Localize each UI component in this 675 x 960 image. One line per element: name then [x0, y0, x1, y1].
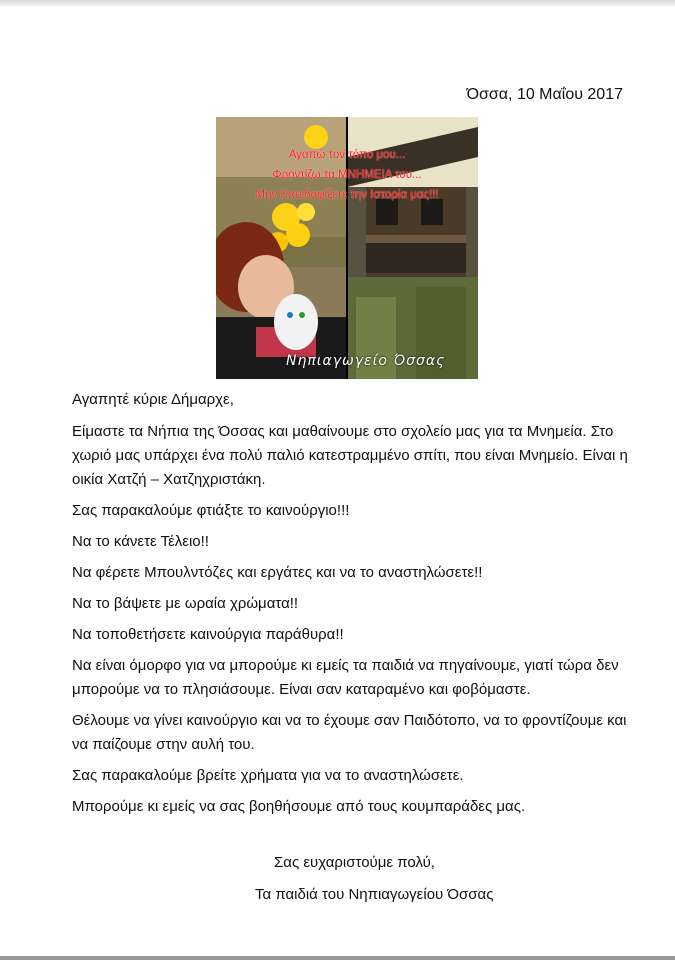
paragraph: Θέλουμε να γίνει καινούργιο και να το έχουμε σαν Παιδότοπο, να το φροντίζουμε και να παίζουμε στην αυλή του.	[72, 712, 627, 753]
paragraph: Να φέρετε Μπουλντόζες και εργάτες και να το αναστηλώσετε!!	[72, 564, 483, 581]
paragraph: Σας παρακαλούμε φτιάξτε το καινούργιο!!!	[72, 502, 350, 519]
paragraph: Μπορούμε κι εμείς να σας βοηθήσουμε από τους κουμπαράδες μας.	[72, 798, 526, 815]
signature: Τα παιδιά του Νηπιαγωγείου Όσσας	[255, 886, 494, 903]
greeting: Αγαπητέ κύριε Δήμαρχε,	[72, 391, 234, 408]
photo-overlay-text	[216, 145, 478, 205]
paragraph: Να το βάψετε με ωραία χρώματα!!	[72, 595, 299, 612]
photo-caption: Νηπιαγωγείο Όσσας	[286, 353, 446, 369]
photo-overlay-line: Αγαπώ τον τόπο μου...	[288, 149, 406, 161]
closing: Σας ευχαριστούμε πολύ,	[274, 854, 435, 871]
paragraph: Να είναι όμορφο για να μπορούμε κι εμείς τα παιδιά να πηγαίνουμε, γιατί τώρα δεν μπορούμε να το πλησιάσουμε. Είναι σαν καταραμένο και φοβόμαστε.	[72, 657, 619, 698]
letter-photo	[216, 117, 478, 379]
letter-date: Όσσα, 10 Μαΐου 2017	[466, 86, 623, 103]
window-bottom-edge	[0, 956, 675, 960]
photo-overlay-line: Μην Κατεδαφίζετε την Ιστορία μας!!!	[255, 189, 439, 201]
letter-body	[72, 388, 632, 826]
photo-overlay-line: Φροντίζω τα ΜΝΗΜΕΙΑ του...	[272, 169, 422, 181]
paragraph: Σας παρακαλούμε βρείτε χρήματα για να το αναστηλώσετε.	[72, 767, 464, 784]
paragraph: Να τοποθετήσετε καινούργια παράθυρα!!	[72, 626, 344, 643]
paragraph: Να το κάνετε Τέλειο!!	[72, 533, 209, 550]
letter-page	[0, 6, 675, 956]
paragraph: Είμαστε τα Νήπια της Όσσας και μαθαίνουμε στο σχολείο μας για τα Μνημεία. Στο χωριό μας υπάρχει ένα πολύ παλιό κατεστραμμένο σπίτι, που είναι Μνημείο. Είναι η οικία Χατζή – Χατζηχριστάκη.	[72, 423, 628, 488]
